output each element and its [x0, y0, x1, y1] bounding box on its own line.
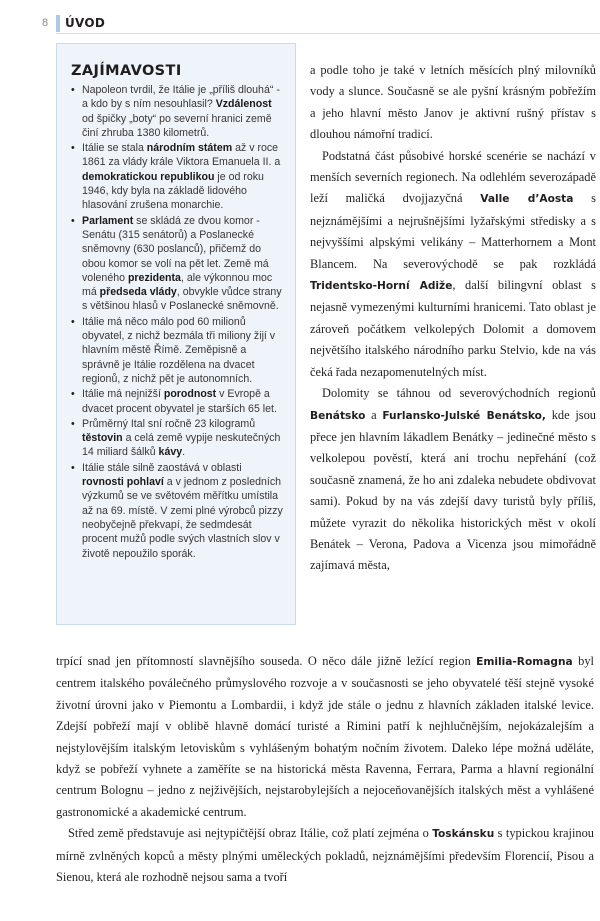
paragraph-text: trpící snad jen přítomností slavnějšího souseda. O něco dále jižně ležící region — [56, 654, 477, 668]
fact-highlight: Parlament — [82, 214, 134, 227]
fact-item — [71, 461, 283, 561]
fact-item — [71, 214, 283, 314]
paragraph-text: byl centrem italského poválečného průmyslového rozvoje a v současnosti se jeho obyvatelé těší stejně vysoké životní úrovni jako v Piemontu a Lombardii, i když jde stále o jednu z hlavních základen italské levice. Zdejší pobřeží mají v oblibě hlavně domácí turisté a Rimini patří k nejhlučnějším, nejokázalejším a nejstylovějším italským letoviskům s vyhlášeným bohatým nočním životem. Daleko lépe možná uděláte, když se pobřeží vyhnete a zaměříte se na historická města Ravenna, Ferrara, Parma a hlavní regionální centrum Bolognu – jedno z nejživějších, nejstarobylejších a nejoceňovanějších italských měst a vyhlášené gastronomické a akademické centrum. — [56, 654, 594, 819]
place-name: Tridentsko-Horní Adiže — [310, 280, 453, 293]
place-name: Furlansko-Julské Benátsko, — [382, 409, 546, 422]
paragraph-text: s typickou krajinou mírně zvlněných kopců a městy plnými uměleckých pokladů, nejznámějšími především Florencií, Pisou a Sienou, která ale rozhodně nejsou sama a tvoří — [56, 826, 594, 885]
paragraph-text: s nejznámějšími a nejrušnějšími lyžařskými středisky a s nejvyššími alpskými velikány – Matterhornem a Mont Blancem. Na severovýchodě se pak rozkládá — [310, 191, 596, 271]
fact-item — [71, 417, 283, 460]
paragraph — [310, 383, 596, 577]
fact-text: Itálie se stala — [82, 142, 147, 155]
body-full-width — [56, 651, 594, 888]
paragraph-text: Podstatná část působivé horské scenérie se nachází v menších severních regionech. Na odlehlém severozápadě leží maličká dvojjazyčná — [310, 148, 596, 206]
fact-text: Napoleon tvrdil, že Itálie je „příliš dlouhá“ - a kdo by s ním nesouhlasil? — [82, 84, 280, 111]
page-number: 8 — [42, 17, 49, 29]
chapter-accent-bar — [56, 15, 60, 32]
fact-highlight: rovnosti pohlaví — [82, 476, 164, 489]
fact-text: je od roku 1946, kdy byla na základě lidového hlasování zrušena monarchie. — [82, 170, 264, 212]
sidebar-title: ZAJÍMAVOSTI — [71, 63, 182, 79]
paragraph — [56, 823, 594, 888]
fact-text: a celá země vypije neskutečných 14 miliard šálků — [82, 432, 281, 459]
fact-highlight: Vzdálenost — [215, 98, 272, 111]
body-right-column — [310, 60, 596, 577]
fact-text: v Evropě a dvacet procent obyvatel je starších 65 let. — [82, 388, 277, 415]
fact-item — [71, 141, 283, 212]
fact-item — [71, 387, 283, 416]
place-name: Toskánsku — [432, 828, 495, 841]
fact-text: Itálie má nejnižší — [82, 388, 164, 401]
paragraph-text: , další bilingvní oblast s nejasně vymezenými kulturními hranicemi. Tato oblast je zároveň počátkem velkolepých Dolomit a domovem největšího italského národního parku Stelvio, kde na vás čeká řada nezapomenutelných míst. — [310, 278, 597, 379]
fact-text: , obvykle vůdce strany s většinou hlasů v Poslanecké sněmovně. — [82, 286, 282, 313]
header-divider — [56, 33, 600, 34]
fact-text: od špičky „boty“ po severní hranici země činí zhruba 1380 kilometrů. — [82, 112, 272, 139]
facts-sidebar-box — [56, 43, 296, 625]
fact-text: Průměrný Ital sní ročně 23 kilogramů — [82, 417, 256, 430]
fact-highlight: prezidenta — [127, 271, 181, 284]
fact-text: . — [182, 446, 186, 459]
fact-highlight: těstovin — [82, 432, 123, 445]
facts-list — [71, 83, 283, 561]
place-name: Valle d’Aosta — [480, 193, 574, 206]
chapter-title: ÚVOD — [65, 16, 106, 30]
place-name: Benátsko — [310, 409, 366, 422]
paragraph-text: a — [365, 407, 383, 422]
place-name: Emilia-Romagna — [476, 656, 573, 668]
paragraph-text: Dolomity se táhnou od severovýchodních regionů — [322, 386, 596, 401]
fact-text: až v roce 1861 za vlády krále Viktora Emanuela II. a — [82, 142, 281, 169]
fact-text: a v jednom z posledních výzkumů se ve světovém měřítku umístila až na 69. místě. V zemi plné výrobců pizzy neobyčejně překvapí, že sedmdesát procent mužů podle svých vlastních slov v životě nepoužilo sporák. — [82, 476, 283, 560]
fact-highlight: kávy — [158, 446, 183, 459]
fact-highlight: demokratickou republikou — [82, 170, 215, 183]
fact-highlight: národním státem — [146, 142, 233, 155]
fact-item — [71, 83, 283, 140]
fact-text: Itálie stále silně zaostává v oblasti — [82, 461, 242, 474]
paragraph — [310, 146, 596, 383]
fact-text: Itálie má něco málo pod 60 milionů obyvatel, z nichž bezmála tři miliony žijí v hlavním městě Římě. Zeměpisně a správně je Itálie rozdělena na dvacet regionů, z nichž pět je autonomních. — [82, 315, 276, 385]
fact-highlight: předseda vlády — [99, 286, 177, 299]
paragraph — [56, 651, 594, 823]
fact-text: se skládá ze dvou komor - Senátu (315 senátorů) a Poslanecké sněmovny (630 poslanců), přičemž do obou komor se volí na pět let. Země má voleného — [82, 214, 269, 284]
fact-highlight: porodnost — [163, 388, 217, 401]
paragraph: a podle toho je také v letních měsících plný milovníků vody a slunce. Současně se ale pyšní krásným pobřežím a jeho hlavní město Janov je aktivní rušný přístav s dlouhou námořní tradicí. — [310, 63, 596, 142]
paragraph-text: Střed země představuje asi nejtypičtější obraz Itálie, což platí zejména o — [68, 826, 433, 841]
paragraph-text: kde jsou přece jen hlavním lákadlem Benátky – jedinečné město s velkolepou pověstí, která ani trochu nepřehání (což současně znamená, že ho ani zdaleka nebudete obdivovat sami). Pokud by na vás zdejší davy turistů byly příliš, můžete vyrazit do několika historických měst v okolí Benátek – Verona, Padova a Vicenza jsou mimořádně zajímavá města, — [310, 407, 596, 573]
fact-text: , ale výkonnou moc má — [82, 271, 273, 299]
fact-item — [71, 315, 283, 386]
